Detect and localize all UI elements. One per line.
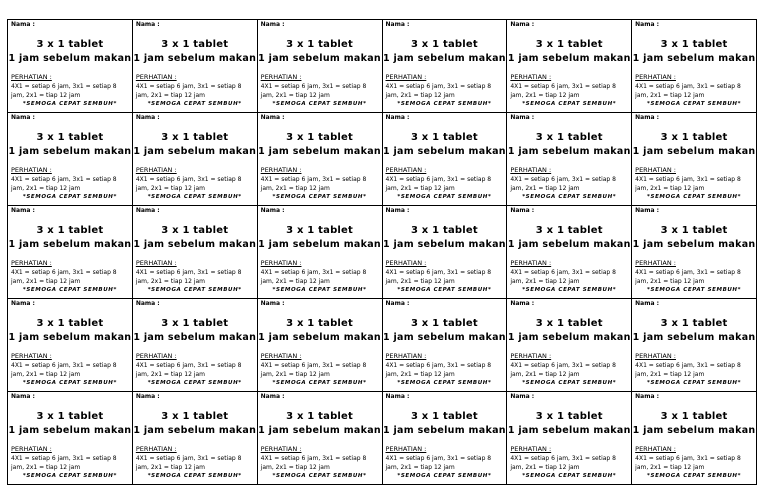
timing-text: 1 jam sebelum makan (258, 239, 381, 250)
attention-heading: PERHATIAN : (635, 259, 676, 267)
schedule-rules-text: 4X1 = setiap 6 jam, 3x1 = setiap 8 jam, 2x1 = tiap 12 jam (635, 83, 741, 99)
medicine-label (258, 392, 383, 485)
dosage-text: 3 x 1 tablet (535, 318, 603, 329)
schedule-rules-text: 4X1 = setiap 6 jam, 3x1 = setiap 8 jam, 2x1 = tiap 12 jam (135, 362, 242, 378)
schedule-rules-text: 4X1 = setiap 6 jam, 3x1 = setiap 8 jam, 2x1 = tiap 12 jam (11, 455, 117, 471)
name-field-label: Nama : (510, 114, 535, 121)
dosage-text: 3 x 1 tablet (660, 132, 728, 143)
attention-heading: PERHATIAN : (135, 352, 177, 360)
attention-heading: PERHATIAN : (635, 445, 676, 453)
name-field-label: Nama : (11, 300, 35, 307)
schedule-rules-text: 4X1 = setiap 6 jam, 3x1 = setiap 8 jam, 2x1 = tiap 12 jam (135, 269, 242, 285)
schedule-rules-text: 4X1 = setiap 6 jam, 3x1 = setiap 8 jam, 2x1 = tiap 12 jam (635, 269, 741, 285)
timing-text: 1 jam sebelum makan (8, 53, 132, 64)
medicine-label (258, 20, 383, 113)
name-field-label: Nama : (510, 207, 535, 214)
attention-heading: PERHATIAN : (385, 73, 427, 81)
get-well-message: *SEMOGA CEPAT SEMBUH* (522, 287, 617, 293)
attention-heading: PERHATIAN : (260, 73, 302, 81)
timing-text: 1 jam sebelum makan (258, 146, 381, 157)
timing-text: 1 jam sebelum makan (258, 53, 381, 64)
dosage-text: 3 x 1 tablet (286, 318, 354, 329)
get-well-message: *SEMOGA CEPAT SEMBUH* (147, 101, 242, 107)
schedule-rules-text: 4X1 = setiap 6 jam, 3x1 = setiap 8 jam, 2x1 = tiap 12 jam (11, 362, 117, 378)
medicine-label (383, 20, 508, 113)
get-well-message: *SEMOGA CEPAT SEMBUH* (22, 473, 117, 479)
attention-heading: PERHATIAN : (135, 166, 177, 174)
dosage-text: 3 x 1 tablet (286, 39, 354, 50)
name-field-label: Nama : (260, 21, 285, 28)
name-field-label: Nama : (635, 393, 660, 400)
timing-text: 1 jam sebelum makan (133, 425, 257, 436)
schedule-rules-text: 4X1 = setiap 6 jam, 3x1 = setiap 8 jam, 2x1 = tiap 12 jam (510, 455, 616, 471)
name-field-label: Nama : (11, 393, 35, 400)
medicine-label (632, 299, 757, 392)
schedule-rules-text: 4X1 = setiap 6 jam, 3x1 = setiap 8 jam, 2x1 = tiap 12 jam (260, 362, 367, 378)
name-field-label: Nama : (510, 393, 535, 400)
get-well-message: *SEMOGA CEPAT SEMBUH* (397, 287, 492, 293)
get-well-message: *SEMOGA CEPAT SEMBUH* (147, 194, 242, 200)
schedule-rules-text: 4X1 = setiap 6 jam, 3x1 = setiap 8 jam, 2x1 = tiap 12 jam (260, 176, 367, 192)
get-well-message: *SEMOGA CEPAT SEMBUH* (272, 380, 367, 386)
dosage-text: 3 x 1 tablet (161, 411, 229, 422)
attention-heading: PERHATIAN : (635, 166, 676, 174)
medicine-label (383, 392, 508, 485)
get-well-message: *SEMOGA CEPAT SEMBUH* (22, 194, 117, 200)
dosage-text: 3 x 1 tablet (535, 225, 603, 236)
get-well-message: *SEMOGA CEPAT SEMBUH* (22, 380, 117, 386)
name-field-label: Nama : (135, 207, 160, 214)
timing-text: 1 jam sebelum makan (133, 146, 257, 157)
medicine-label (383, 206, 508, 299)
medicine-label (632, 392, 757, 485)
timing-text: 1 jam sebelum makan (507, 425, 631, 436)
attention-heading: PERHATIAN : (635, 73, 676, 81)
medicine-label (383, 299, 508, 392)
dosage-text: 3 x 1 tablet (410, 39, 478, 50)
attention-heading: PERHATIAN : (11, 73, 52, 81)
attention-heading: PERHATIAN : (510, 73, 552, 81)
medicine-label (258, 299, 383, 392)
name-field-label: Nama : (635, 21, 660, 28)
get-well-message: *SEMOGA CEPAT SEMBUH* (272, 101, 367, 107)
name-field-label: Nama : (385, 21, 410, 28)
timing-text: 1 jam sebelum makan (632, 239, 756, 250)
dosage-text: 3 x 1 tablet (660, 39, 728, 50)
get-well-message: *SEMOGA CEPAT SEMBUH* (647, 380, 742, 386)
name-field-label: Nama : (510, 300, 535, 307)
get-well-message: *SEMOGA CEPAT SEMBUH* (647, 194, 742, 200)
schedule-rules-text: 4X1 = setiap 6 jam, 3x1 = setiap 8 jam, 2x1 = tiap 12 jam (135, 83, 242, 99)
get-well-message: *SEMOGA CEPAT SEMBUH* (397, 473, 492, 479)
dosage-text: 3 x 1 tablet (161, 39, 229, 50)
medicine-label (632, 20, 757, 113)
timing-text: 1 jam sebelum makan (133, 239, 257, 250)
name-field-label: Nama : (11, 207, 35, 214)
get-well-message: *SEMOGA CEPAT SEMBUH* (522, 473, 617, 479)
schedule-rules-text: 4X1 = setiap 6 jam, 3x1 = setiap 8 jam, 2x1 = tiap 12 jam (135, 176, 242, 192)
label-sheet (7, 19, 757, 485)
medicine-label (258, 206, 383, 299)
name-field-label: Nama : (385, 114, 410, 121)
schedule-rules-text: 4X1 = setiap 6 jam, 3x1 = setiap 8 jam, 2x1 = tiap 12 jam (260, 83, 367, 99)
medicine-label (8, 20, 133, 113)
attention-heading: PERHATIAN : (11, 166, 52, 174)
dosage-text: 3 x 1 tablet (36, 225, 104, 236)
timing-text: 1 jam sebelum makan (632, 332, 756, 343)
get-well-message: *SEMOGA CEPAT SEMBUH* (647, 101, 742, 107)
timing-text: 1 jam sebelum makan (133, 332, 257, 343)
schedule-rules-text: 4X1 = setiap 6 jam, 3x1 = setiap 8 jam, 2x1 = tiap 12 jam (11, 269, 117, 285)
schedule-rules-text: 4X1 = setiap 6 jam, 3x1 = setiap 8 jam, 2x1 = tiap 12 jam (135, 455, 242, 471)
timing-text: 1 jam sebelum makan (258, 425, 381, 436)
name-field-label: Nama : (385, 207, 410, 214)
name-field-label: Nama : (11, 21, 35, 28)
medicine-label (632, 206, 757, 299)
dosage-text: 3 x 1 tablet (36, 132, 104, 143)
medicine-label (133, 392, 258, 485)
attention-heading: PERHATIAN : (385, 445, 427, 453)
schedule-rules-text: 4X1 = setiap 6 jam, 3x1 = setiap 8 jam, 2x1 = tiap 12 jam (385, 83, 492, 99)
dosage-text: 3 x 1 tablet (410, 132, 478, 143)
name-field-label: Nama : (260, 207, 285, 214)
timing-text: 1 jam sebelum makan (382, 239, 506, 250)
dosage-text: 3 x 1 tablet (36, 318, 104, 329)
attention-heading: PERHATIAN : (11, 445, 52, 453)
get-well-message: *SEMOGA CEPAT SEMBUH* (397, 194, 492, 200)
dosage-text: 3 x 1 tablet (36, 39, 104, 50)
medicine-label (507, 113, 632, 206)
schedule-rules-text: 4X1 = setiap 6 jam, 3x1 = setiap 8 jam, 2x1 = tiap 12 jam (385, 269, 492, 285)
medicine-label (507, 206, 632, 299)
medicine-label (133, 20, 258, 113)
attention-heading: PERHATIAN : (135, 73, 177, 81)
dosage-text: 3 x 1 tablet (410, 225, 478, 236)
attention-heading: PERHATIAN : (11, 259, 52, 267)
medicine-label (133, 299, 258, 392)
name-field-label: Nama : (135, 114, 160, 121)
name-field-label: Nama : (635, 114, 660, 121)
get-well-message: *SEMOGA CEPAT SEMBUH* (22, 101, 117, 107)
get-well-message: *SEMOGA CEPAT SEMBUH* (22, 287, 117, 293)
attention-heading: PERHATIAN : (260, 259, 302, 267)
get-well-message: *SEMOGA CEPAT SEMBUH* (397, 380, 492, 386)
timing-text: 1 jam sebelum makan (382, 332, 506, 343)
timing-text: 1 jam sebelum makan (507, 239, 631, 250)
attention-heading: PERHATIAN : (635, 352, 676, 360)
timing-text: 1 jam sebelum makan (507, 146, 631, 157)
medicine-label (8, 113, 133, 206)
name-field-label: Nama : (135, 300, 160, 307)
schedule-rules-text: 4X1 = setiap 6 jam, 3x1 = setiap 8 jam, 2x1 = tiap 12 jam (385, 455, 492, 471)
attention-heading: PERHATIAN : (135, 445, 177, 453)
get-well-message: *SEMOGA CEPAT SEMBUH* (647, 473, 742, 479)
medicine-label (507, 299, 632, 392)
timing-text: 1 jam sebelum makan (382, 146, 506, 157)
dosage-text: 3 x 1 tablet (410, 318, 478, 329)
name-field-label: Nama : (11, 114, 35, 121)
attention-heading: PERHATIAN : (11, 352, 52, 360)
attention-heading: PERHATIAN : (385, 352, 427, 360)
attention-heading: PERHATIAN : (385, 259, 427, 267)
medicine-label (383, 113, 508, 206)
attention-heading: PERHATIAN : (510, 445, 552, 453)
get-well-message: *SEMOGA CEPAT SEMBUH* (272, 287, 367, 293)
attention-heading: PERHATIAN : (260, 352, 302, 360)
attention-heading: PERHATIAN : (135, 259, 177, 267)
schedule-rules-text: 4X1 = setiap 6 jam, 3x1 = setiap 8 jam, 2x1 = tiap 12 jam (510, 83, 616, 99)
timing-text: 1 jam sebelum makan (133, 53, 257, 64)
get-well-message: *SEMOGA CEPAT SEMBUH* (522, 194, 617, 200)
name-field-label: Nama : (635, 300, 660, 307)
dosage-text: 3 x 1 tablet (535, 39, 603, 50)
attention-heading: PERHATIAN : (385, 166, 427, 174)
timing-text: 1 jam sebelum makan (632, 53, 756, 64)
get-well-message: *SEMOGA CEPAT SEMBUH* (397, 101, 492, 107)
get-well-message: *SEMOGA CEPAT SEMBUH* (647, 287, 742, 293)
timing-text: 1 jam sebelum makan (382, 425, 506, 436)
name-field-label: Nama : (510, 21, 535, 28)
name-field-label: Nama : (260, 300, 285, 307)
timing-text: 1 jam sebelum makan (632, 146, 756, 157)
schedule-rules-text: 4X1 = setiap 6 jam, 3x1 = setiap 8 jam, 2x1 = tiap 12 jam (260, 455, 367, 471)
schedule-rules-text: 4X1 = setiap 6 jam, 3x1 = setiap 8 jam, 2x1 = tiap 12 jam (635, 176, 741, 192)
timing-text: 1 jam sebelum makan (507, 332, 631, 343)
get-well-message: *SEMOGA CEPAT SEMBUH* (147, 287, 242, 293)
medicine-label (8, 392, 133, 485)
medicine-label (507, 20, 632, 113)
attention-heading: PERHATIAN : (260, 166, 302, 174)
timing-text: 1 jam sebelum makan (8, 332, 132, 343)
name-field-label: Nama : (260, 114, 285, 121)
dosage-text: 3 x 1 tablet (161, 132, 229, 143)
timing-text: 1 jam sebelum makan (8, 425, 132, 436)
attention-heading: PERHATIAN : (260, 445, 302, 453)
medicine-label (133, 206, 258, 299)
dosage-text: 3 x 1 tablet (286, 411, 354, 422)
dosage-text: 3 x 1 tablet (36, 411, 104, 422)
dosage-text: 3 x 1 tablet (535, 132, 603, 143)
timing-text: 1 jam sebelum makan (8, 239, 132, 250)
name-field-label: Nama : (135, 21, 160, 28)
timing-text: 1 jam sebelum makan (632, 425, 756, 436)
name-field-label: Nama : (635, 207, 660, 214)
get-well-message: *SEMOGA CEPAT SEMBUH* (272, 194, 367, 200)
timing-text: 1 jam sebelum makan (382, 53, 506, 64)
dosage-text: 3 x 1 tablet (535, 411, 603, 422)
timing-text: 1 jam sebelum makan (8, 146, 132, 157)
schedule-rules-text: 4X1 = setiap 6 jam, 3x1 = setiap 8 jam, 2x1 = tiap 12 jam (260, 269, 367, 285)
get-well-message: *SEMOGA CEPAT SEMBUH* (522, 101, 617, 107)
dosage-text: 3 x 1 tablet (410, 411, 478, 422)
attention-heading: PERHATIAN : (510, 259, 552, 267)
dosage-text: 3 x 1 tablet (660, 411, 728, 422)
medicine-label (507, 392, 632, 485)
schedule-rules-text: 4X1 = setiap 6 jam, 3x1 = setiap 8 jam, 2x1 = tiap 12 jam (385, 176, 492, 192)
medicine-label (258, 113, 383, 206)
name-field-label: Nama : (135, 393, 160, 400)
dosage-text: 3 x 1 tablet (286, 225, 354, 236)
schedule-rules-text: 4X1 = setiap 6 jam, 3x1 = setiap 8 jam, 2x1 = tiap 12 jam (510, 176, 616, 192)
medicine-label (8, 299, 133, 392)
dosage-text: 3 x 1 tablet (660, 225, 728, 236)
schedule-rules-text: 4X1 = setiap 6 jam, 3x1 = setiap 8 jam, 2x1 = tiap 12 jam (635, 455, 741, 471)
dosage-text: 3 x 1 tablet (286, 132, 354, 143)
name-field-label: Nama : (385, 393, 410, 400)
medicine-label (8, 206, 133, 299)
medicine-label (133, 113, 258, 206)
attention-heading: PERHATIAN : (510, 352, 552, 360)
schedule-rules-text: 4X1 = setiap 6 jam, 3x1 = setiap 8 jam, 2x1 = tiap 12 jam (11, 83, 117, 99)
name-field-label: Nama : (260, 393, 285, 400)
dosage-text: 3 x 1 tablet (161, 318, 229, 329)
get-well-message: *SEMOGA CEPAT SEMBUH* (522, 380, 617, 386)
name-field-label: Nama : (385, 300, 410, 307)
get-well-message: *SEMOGA CEPAT SEMBUH* (147, 473, 242, 479)
schedule-rules-text: 4X1 = setiap 6 jam, 3x1 = setiap 8 jam, 2x1 = tiap 12 jam (385, 362, 492, 378)
dosage-text: 3 x 1 tablet (660, 318, 728, 329)
timing-text: 1 jam sebelum makan (258, 332, 381, 343)
timing-text: 1 jam sebelum makan (507, 53, 631, 64)
dosage-text: 3 x 1 tablet (161, 225, 229, 236)
medicine-label (632, 113, 757, 206)
get-well-message: *SEMOGA CEPAT SEMBUH* (272, 473, 367, 479)
schedule-rules-text: 4X1 = setiap 6 jam, 3x1 = setiap 8 jam, 2x1 = tiap 12 jam (11, 176, 117, 192)
get-well-message: *SEMOGA CEPAT SEMBUH* (147, 380, 242, 386)
schedule-rules-text: 4X1 = setiap 6 jam, 3x1 = setiap 8 jam, 2x1 = tiap 12 jam (510, 362, 616, 378)
schedule-rules-text: 4X1 = setiap 6 jam, 3x1 = setiap 8 jam, 2x1 = tiap 12 jam (635, 362, 741, 378)
attention-heading: PERHATIAN : (510, 166, 552, 174)
schedule-rules-text: 4X1 = setiap 6 jam, 3x1 = setiap 8 jam, 2x1 = tiap 12 jam (510, 269, 616, 285)
